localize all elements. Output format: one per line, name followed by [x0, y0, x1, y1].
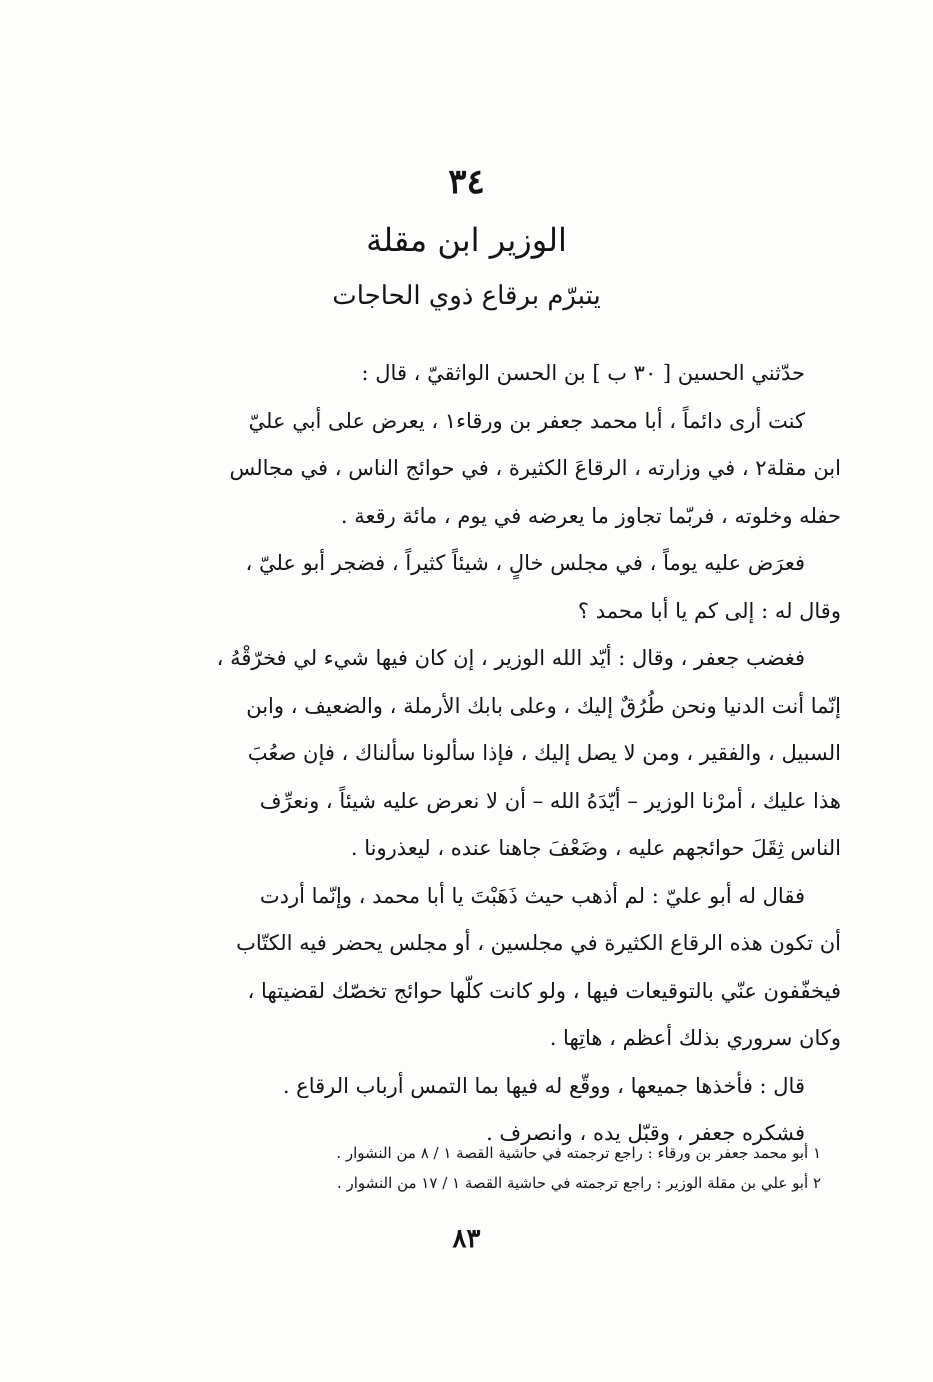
footnote: ١ أبو محمد جعفر بن ورقاء : راجع ترجمته في حاشية القصة ١ / ٨ من النشوار . — [336, 1144, 821, 1162]
body-line: الناس ثِقَلَ حوائجهم عليه ، وضَعْفَ جاهنا عنده ، ليعذرونا . — [350, 836, 841, 860]
body-line: هذا عليك ، أمرْنا الوزير – أيّدَهُ الله – أن لا نعرض عليه شيئاً ، ونعرِّف — [259, 788, 841, 813]
body-line: حفله وخلوته ، فربّما تجاوز ما يعرضه في يوم ، مائة رقعة . — [340, 503, 841, 528]
body-line: فشكره جعفر ، وقبّل يده ، وانصرف . — [486, 1121, 805, 1145]
footnotes — [161, 1138, 821, 1198]
body-line: فيخفّفون عنّي بالتوقيعات فيها ، ولو كانت كلّها حوائج تخصّك لقضيتها ، — [247, 978, 841, 1003]
body-line: وكان سروري بذلك أعظم ، هاتِها . — [549, 1026, 841, 1050]
body-line: وقال له : إلى كم يا أبا محمد ؟ — [577, 598, 841, 623]
body-line: فغضب جعفر ، وقال : أيّد الله الوزير ، إن كان فيها شيء لي فخرّقْهُ ، — [216, 646, 805, 670]
body-line: قال : فأخذها جميعها ، ووقّع له فيها بما التمس أرباب الرقاع . — [282, 1073, 805, 1098]
body-line: إنّما أنت الدنيا ونحن طُرُقٌ إليك ، وعلى بابك الأرملة ، والضعيف ، وابن — [246, 693, 841, 718]
body-line: كنت أرى دائماً ، أبا محمد جعفر بن ورقاء١ ، يعرض على أبي عليّ — [248, 408, 805, 433]
body-line: أن تكون هذه الرقاع الكثيرة في مجلسين ، أو مجلس يحضر فيه الكتّاب — [236, 931, 841, 955]
body-line: ابن مقلة٢ ، في وزارته ، الرقاعَ الكثيرة ، في حوائج الناس ، في مجالس — [229, 456, 841, 480]
page-subtitle: يتبرّم برقاع ذوي الحاجات — [332, 281, 601, 311]
body-line: حدّثني الحسين [ ٣٠ ب ] بن الحسن الواثقيّ ، قال : — [361, 361, 805, 385]
body-line: السبيل ، والفقير ، ومن لا يصل إليك ، فإذا سألونا سألناك ، فإن صعُبَ — [247, 741, 841, 765]
page-number: ٨٣ — [452, 1224, 481, 1254]
chapter-number: ٣٤ — [448, 162, 485, 202]
body-line: فعرَض عليه يوماً ، في مجلس خالٍ ، شيئاً كثيراً ، فضجر أبو عليّ ، — [245, 551, 805, 575]
body-line: فقال له أبو عليّ : لم أذهب حيث ذَهَبْتَ يا أبا محمد ، وإنّما أردت — [259, 883, 805, 908]
page-title: الوزير ابن مقلة — [366, 221, 567, 259]
story-body — [161, 350, 841, 1158]
footnote: ٢ أبو علي بن مقلة الوزير : راجع ترجمته في حاشية القصة ١ / ١٧ من النشوار . — [336, 1174, 821, 1192]
